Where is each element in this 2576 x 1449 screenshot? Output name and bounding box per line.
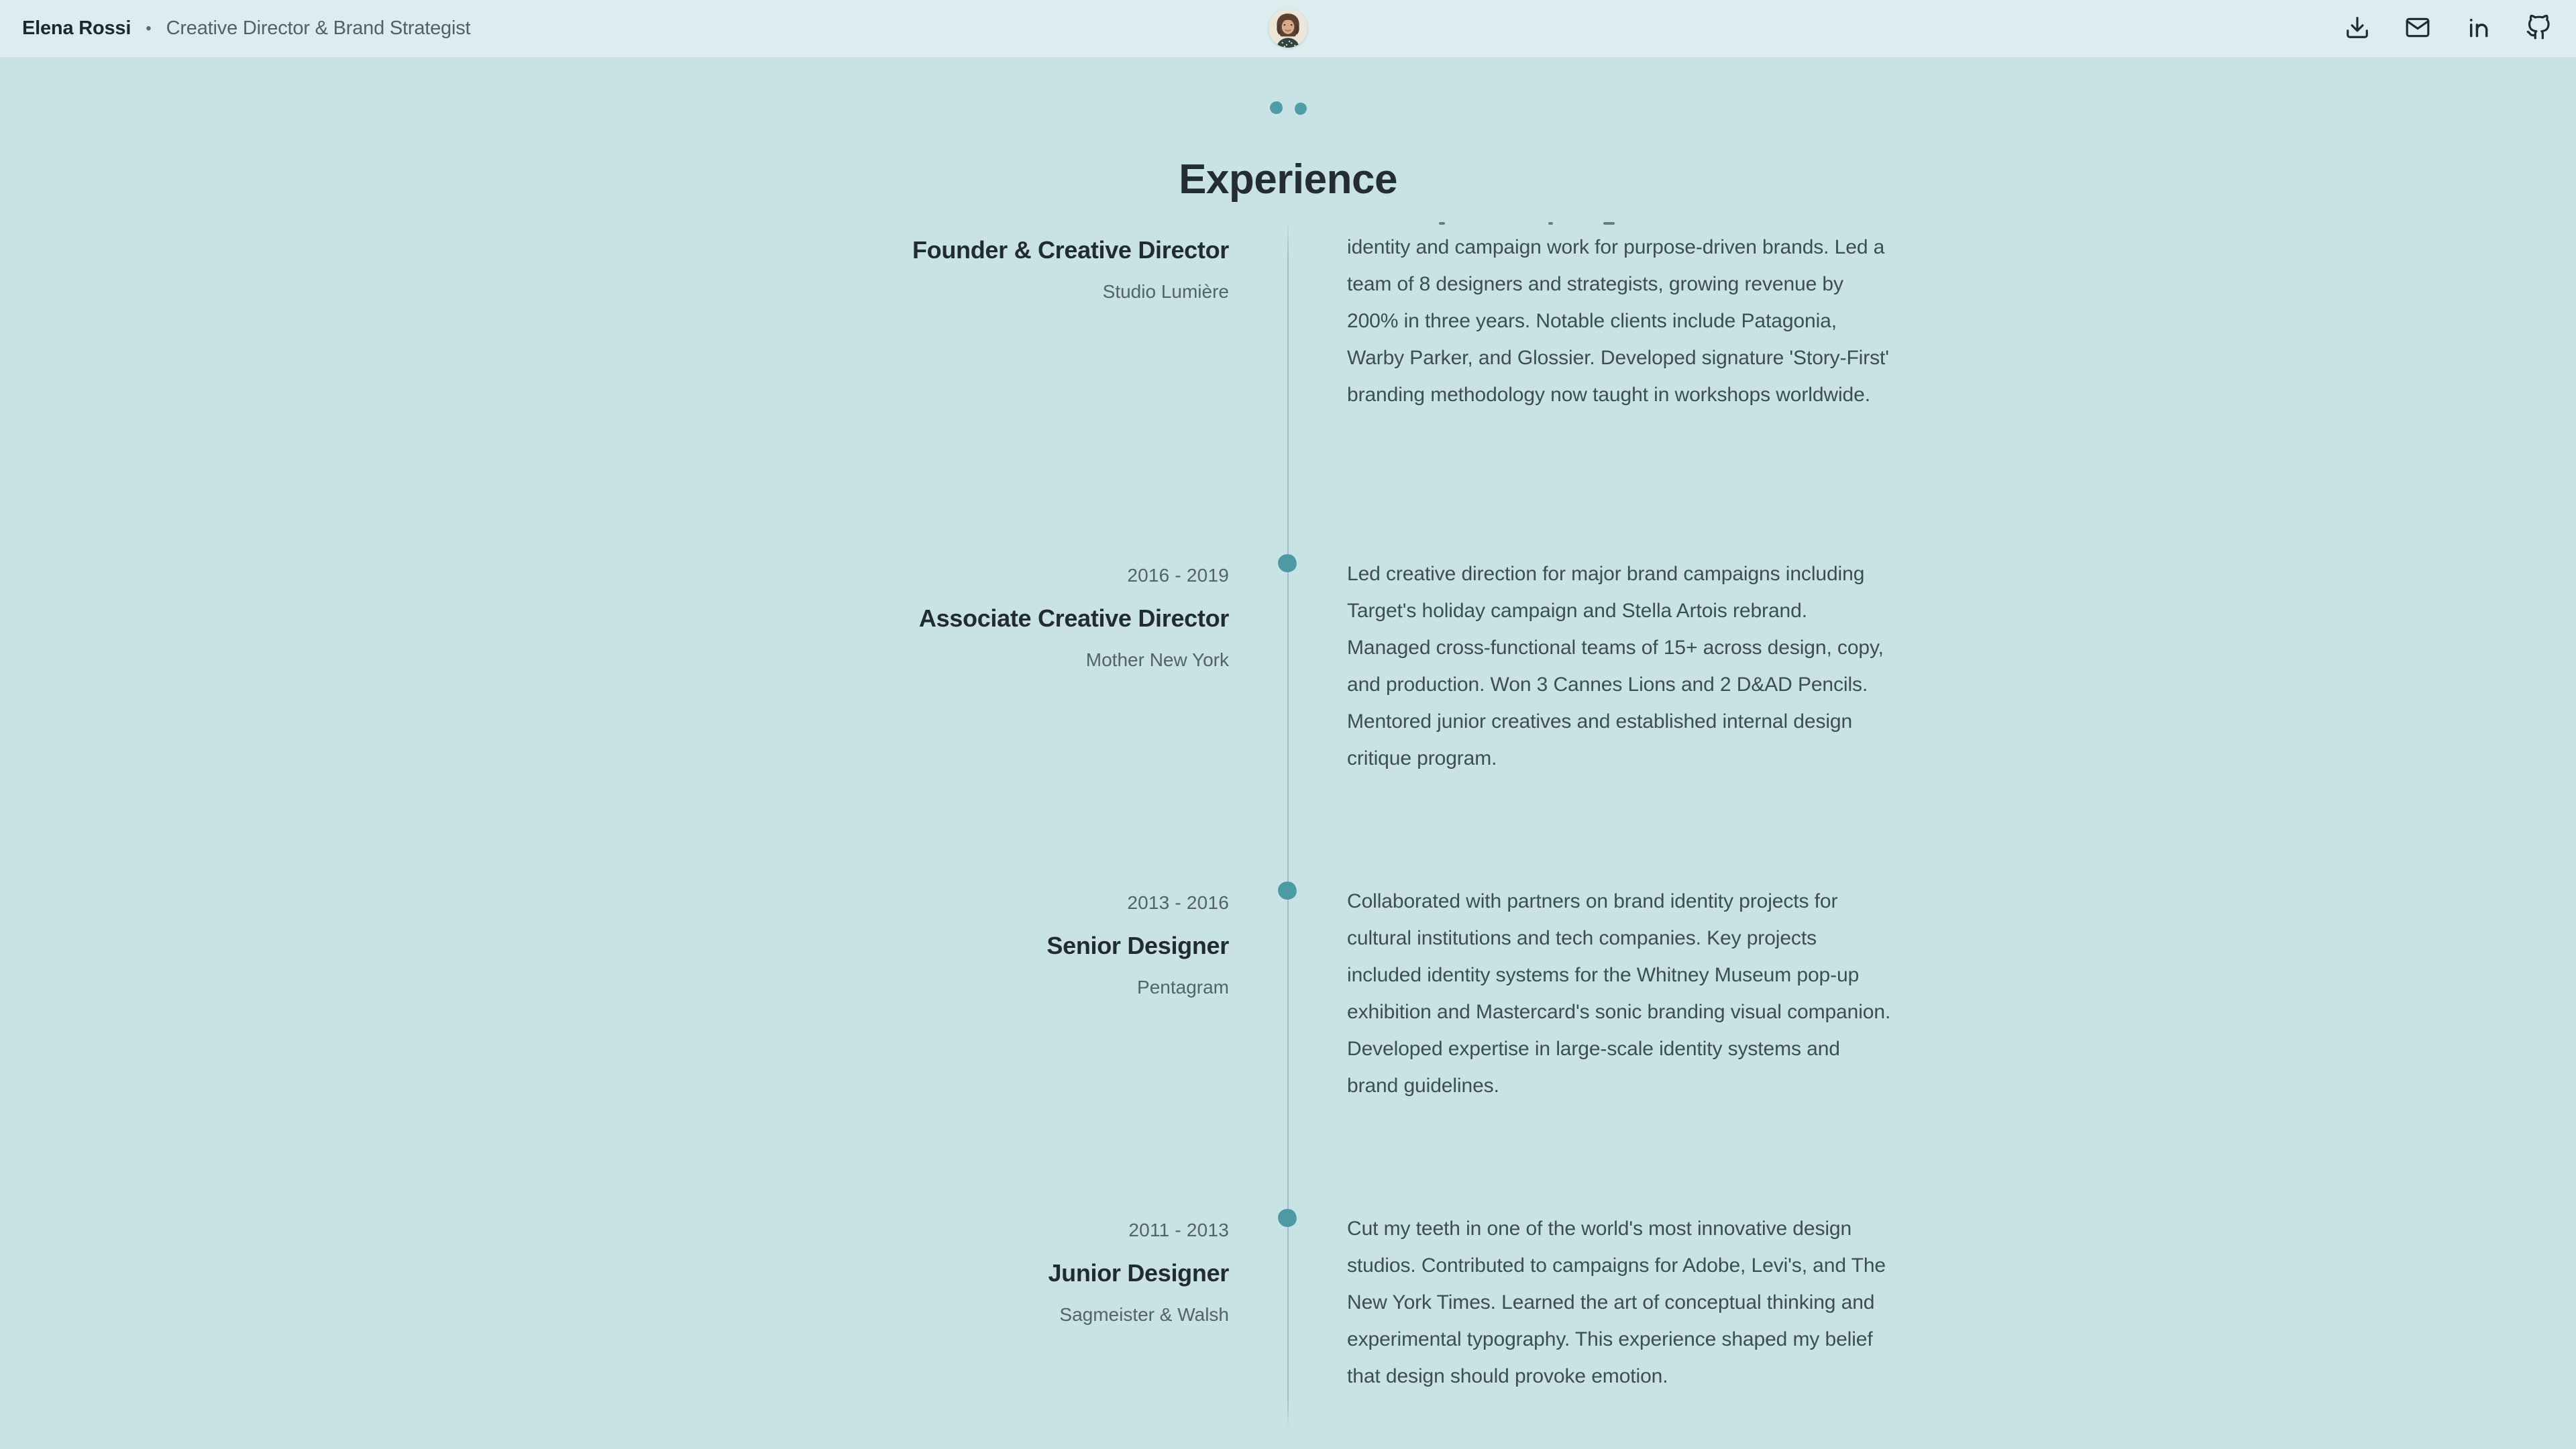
linkedin-icon bbox=[2465, 15, 2491, 42]
entry-company: Sagmeister & Walsh bbox=[1059, 1304, 1229, 1325]
profile-subtitle: Creative Director & Brand Strategist bbox=[166, 17, 471, 39]
timeline-dot bbox=[1276, 552, 1298, 574]
entry-meta bbox=[684, 565, 1229, 777]
experience-entry bbox=[684, 892, 1892, 1104]
entry-dates: 2011 - 2013 bbox=[1128, 1220, 1229, 1240]
profile-name: Elena Rossi bbox=[22, 17, 131, 39]
entry-body bbox=[1347, 1220, 1892, 1395]
entry-timeline-gap bbox=[1229, 892, 1347, 1104]
entry-meta bbox=[684, 221, 1229, 413]
entry-body bbox=[1347, 221, 1892, 413]
entry-company: Pentagram bbox=[1137, 977, 1229, 998]
entry-description: Collaborated with partners on brand identity projects for cultural institutions and tech companies. Key projects included identity systems for the Whitney Museum pop-up exhibition and Mastercard's sonic branding visual companion. Developed expertise in large-scale identity systems and brand guidelines. bbox=[1347, 890, 1891, 1097]
entry-body bbox=[1347, 565, 1892, 777]
github-button[interactable] bbox=[2525, 15, 2552, 42]
entry-timeline-gap bbox=[1229, 1220, 1347, 1395]
entry-title: Senior Designer bbox=[1046, 932, 1229, 959]
mail-icon bbox=[2405, 15, 2430, 42]
email-button[interactable] bbox=[2404, 15, 2431, 42]
entry-title: Junior Designer bbox=[1048, 1259, 1229, 1287]
deco-dot bbox=[1294, 102, 1308, 116]
section-title: Experience bbox=[1179, 156, 1397, 203]
experience-entry bbox=[684, 221, 1892, 413]
entry-title: Associate Creative Director bbox=[918, 604, 1229, 632]
clipped-line-fragments bbox=[1347, 222, 1892, 225]
entry-timeline-gap bbox=[1229, 565, 1347, 777]
entry-dates: 2013 - 2016 bbox=[1127, 892, 1229, 913]
deco-dot bbox=[1269, 101, 1283, 115]
experience-entry bbox=[684, 565, 1892, 777]
entry-meta bbox=[684, 892, 1229, 1104]
entry-meta bbox=[684, 1220, 1229, 1395]
experience-entry bbox=[684, 1220, 1892, 1395]
entry-body bbox=[1347, 892, 1892, 1104]
entry-description: identity and campaign work for purpose-driven brands. Led a team of 8 designers and strategists, growing revenue by 200% in three years. Notable clients include Patagonia, Warby Parker, and Glossier. Developed signature 'Story-First' branding methodology now taught in workshops worldwide. bbox=[1347, 236, 1889, 406]
header-actions bbox=[2344, 15, 2552, 42]
entry-company: Mother New York bbox=[1085, 649, 1229, 670]
download-button[interactable] bbox=[2344, 15, 2371, 42]
separator-dot: • bbox=[146, 19, 152, 38]
entry-dates: 2016 - 2019 bbox=[1127, 565, 1229, 586]
avatar[interactable] bbox=[1269, 9, 1307, 48]
timeline-dot bbox=[1276, 879, 1298, 901]
entry-timeline-gap bbox=[1229, 221, 1347, 413]
github-icon bbox=[2526, 15, 2551, 42]
entry-description: Cut my teeth in one of the world's most innovative design studios. Contributed to campaigns for Adobe, Levi's, and The New York Times. Learned the art of conceptual thinking and experimental typography. This experience shaped my belief that design should provoke emotion. bbox=[1347, 1218, 1886, 1387]
download-icon bbox=[2345, 15, 2370, 42]
linkedin-button[interactable] bbox=[2465, 15, 2491, 42]
entry-company: Studio Lumière bbox=[1102, 281, 1229, 302]
entry-description: Led creative direction for major brand campaigns including Target's holiday campaign and Stella Artois rebrand. Managed cross-functional teams of 15+ across design, copy, and production. Won 3 Cannes Lions and 2 D&AD Pencils. Mentored junior creatives and established internal design critique program. bbox=[1347, 563, 1884, 769]
experience-timeline bbox=[684, 220, 1892, 1449]
timeline-dot bbox=[1276, 1207, 1298, 1228]
entry-title: Founder & Creative Director bbox=[912, 236, 1229, 264]
